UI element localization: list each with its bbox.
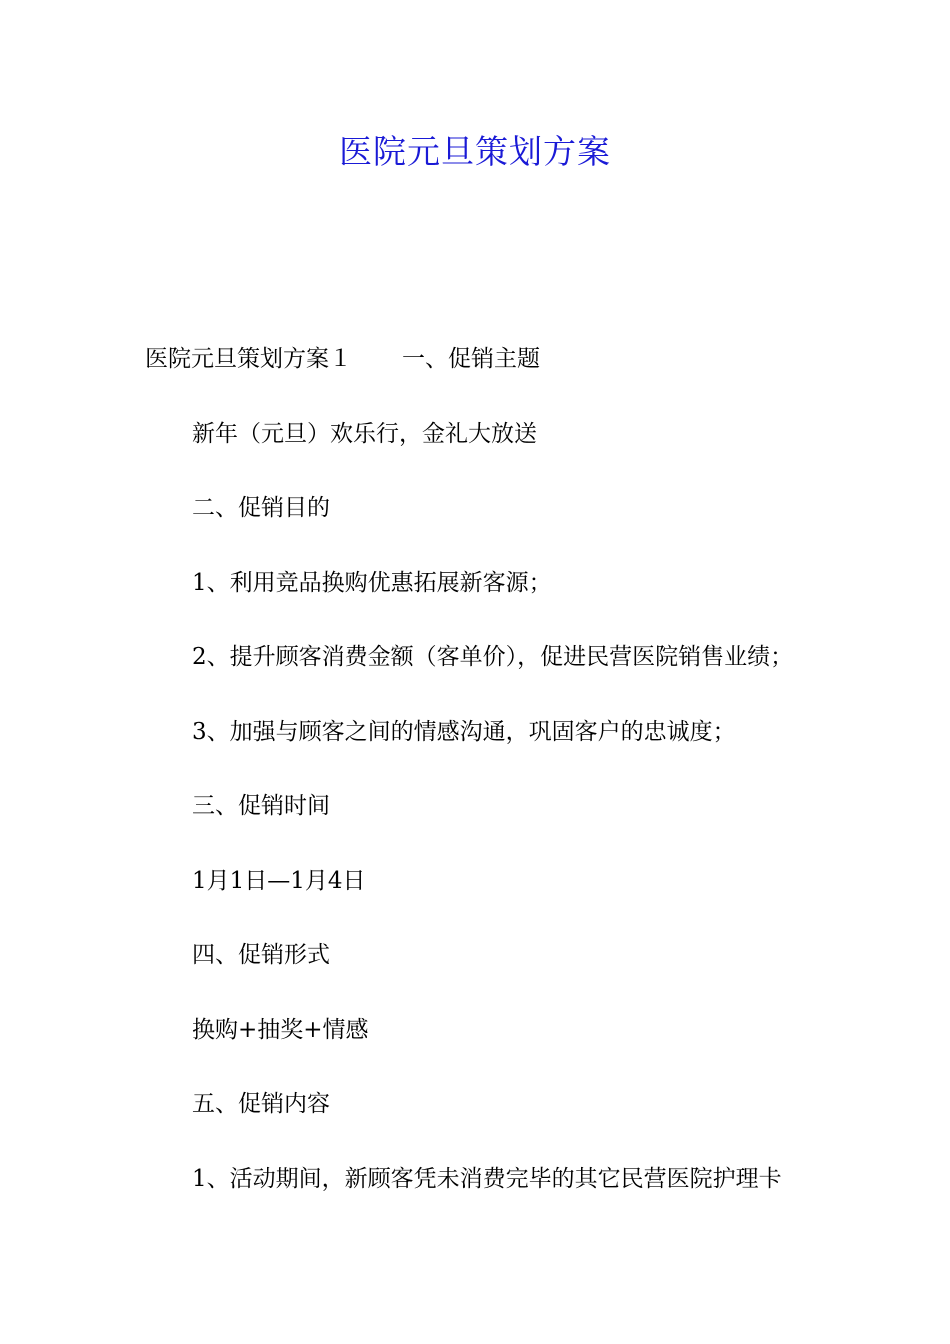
document-title: 医院元旦策划方案 bbox=[339, 132, 611, 171]
paragraph: 新年（元旦）欢乐行，金礼大放送 bbox=[192, 421, 537, 447]
intro-line bbox=[145, 343, 540, 375]
section-heading-1: 一、促销主题 bbox=[402, 346, 540, 372]
section-heading-4: 四、促销形式 bbox=[192, 942, 330, 968]
plan-label: 医院元旦策划方案１ bbox=[145, 346, 352, 372]
list-item: 2、提升顾客消费金额（客单价），促进民营医院销售业绩； bbox=[192, 644, 794, 670]
section-heading-3: 三、促销时间 bbox=[192, 793, 330, 819]
list-item: 1、活动期间，新顾客凭未消费完毕的其它民营医院护理卡 bbox=[192, 1166, 782, 1192]
list-item: 1、利用竞品换购优惠拓展新客源； bbox=[192, 570, 552, 596]
paragraph: 1月1日—1月4日 bbox=[192, 868, 366, 894]
section-heading-5: 五、促销内容 bbox=[192, 1091, 330, 1117]
paragraph: 换购+抽奖+情感 bbox=[192, 1017, 369, 1043]
list-item: 3、加强与顾客之间的情感沟通，巩固客户的忠诚度； bbox=[192, 719, 736, 745]
section-heading-2: 二、促销目的 bbox=[192, 495, 330, 521]
